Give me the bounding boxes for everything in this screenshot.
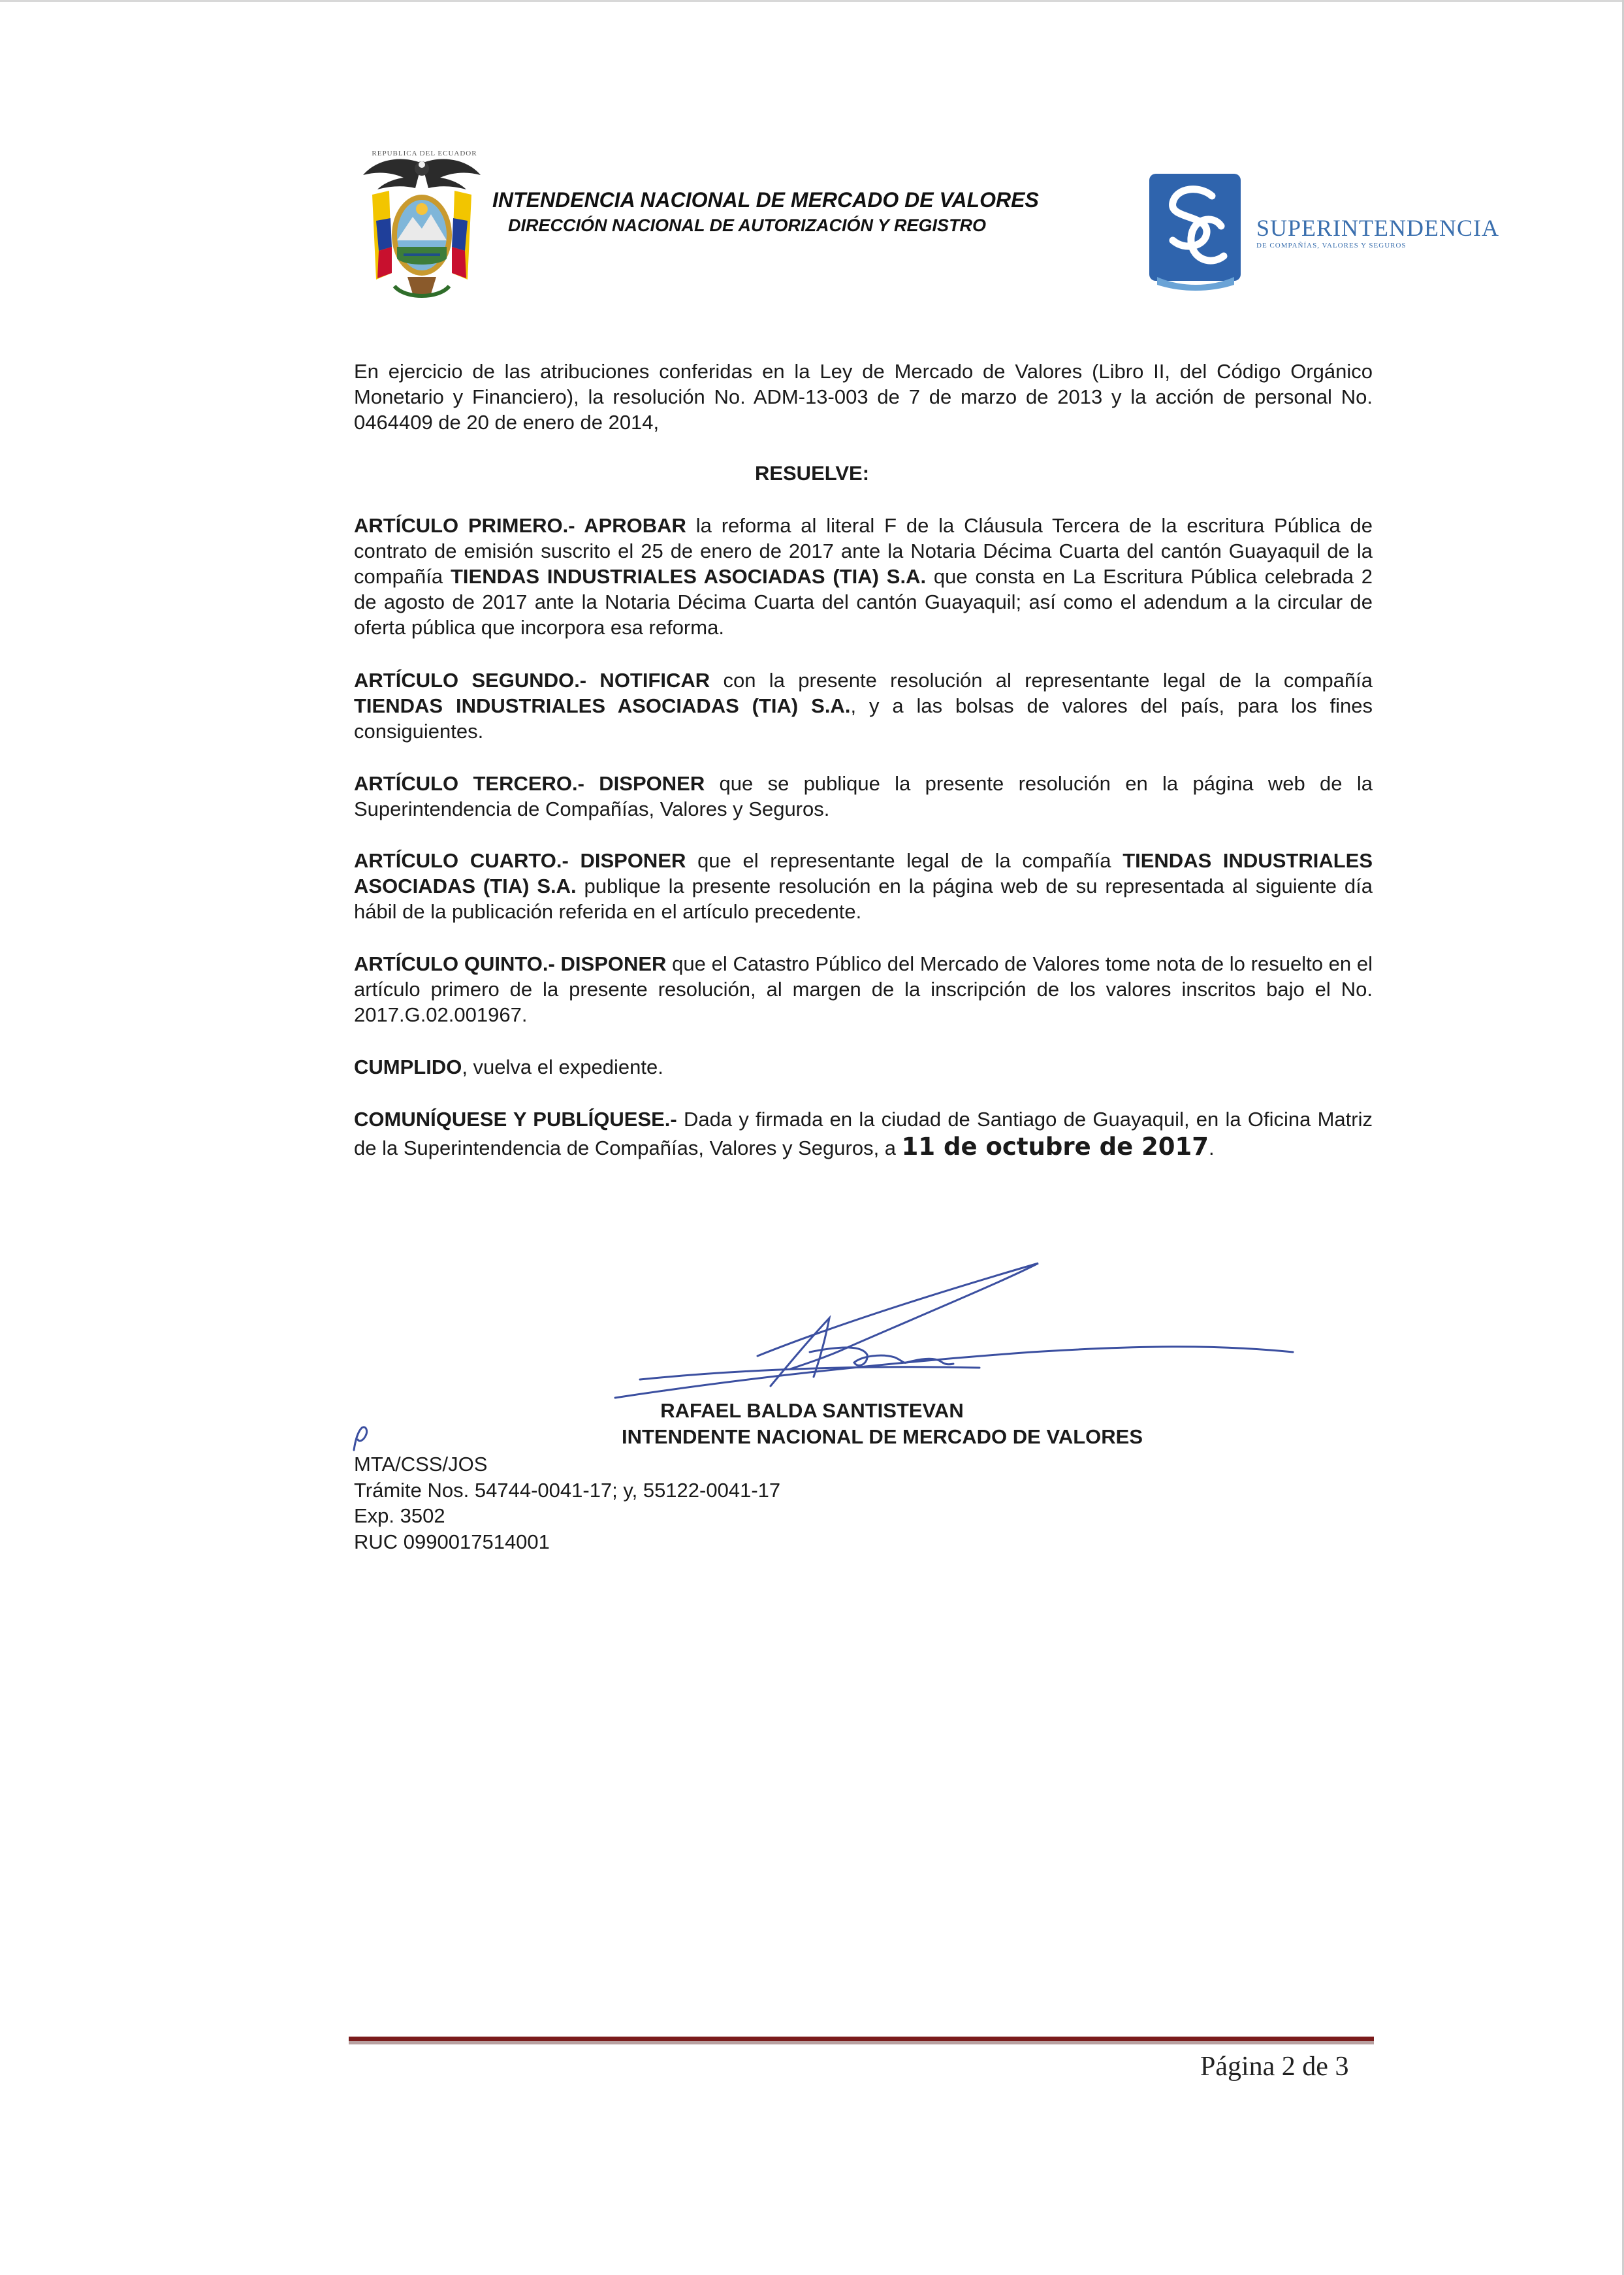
- article-segundo: [354, 668, 1373, 744]
- article-quinto-heading: ARTÍCULO QUINTO.- DISPONER: [354, 952, 667, 975]
- article-segundo-company: TIENDAS INDUSTRIALES ASOCIADAS (TIA) S.A.: [354, 694, 851, 717]
- article-primero-heading: ARTÍCULO PRIMERO.- APROBAR: [354, 514, 686, 537]
- resuelve-heading: RESUELVE:: [754, 462, 870, 485]
- article-tercero-text: que se publique la presente resolución en la página web de la Superintendencia de Compañías, Valores y Seguros.: [354, 772, 1373, 820]
- handwritten-initial-mark: [350, 1421, 376, 1454]
- intro-paragraph: En ejercicio de las atribuciones conferidas en la Ley de Mercado de Valores (Libro II, del Código Orgánico Monetario y Financiero), la resolución No. ADM-13-003 de 7 de marzo de 2013 y la acción de personal No. 0464409 de 20 de enero de 2014,: [354, 360, 1373, 434]
- superintendencia-logo-icon: [1148, 172, 1242, 291]
- article-primero-text-2: que consta en La Escritura Pública celebrada 2 de agosto de 2017 ante la Notaria Décima Cuarta del cantón Guayaquil; así como el adendum a la circular de oferta pública que incorpora esa reforma.: [354, 565, 1373, 639]
- closing-end: .: [1209, 1137, 1215, 1159]
- signatory-name: RAFAEL BALDA SANTISTEVAN: [660, 1399, 964, 1422]
- cumplido-line: [354, 1054, 1373, 1080]
- superintendencia-wordmark: SUPERINTENDENCIA: [1256, 215, 1499, 241]
- article-primero-company: TIENDAS INDUSTRIALES ASOCIADAS (TIA) S.A.: [450, 565, 927, 588]
- footer-rule: [349, 2037, 1374, 2041]
- reference-tramite: Trámite Nos. 54744-0041-17; y, 55122-0041-17: [354, 1479, 781, 1502]
- article-cuarto-company: TIENDAS INDUSTRIALES ASOCIADAS (TIA) S.A.: [354, 849, 1373, 897]
- header-title: INTENDENCIA NACIONAL DE MERCADO DE VALORES: [492, 188, 1039, 212]
- seal-caption: REPUBLICA DEL ECUADOR: [372, 150, 477, 157]
- article-cuarto: [354, 848, 1373, 924]
- article-primero: [354, 513, 1373, 640]
- signatory-role: INTENDENTE NACIONAL DE MERCADO DE VALORES: [622, 1425, 1143, 1448]
- header-subtitle: DIRECCIÓN NACIONAL DE AUTORIZACIÓN Y REGISTRO: [508, 216, 987, 235]
- closing-heading: COMUNÍQUESE Y PUBLÍQUESE.-: [354, 1108, 677, 1131]
- article-primero-text-1: la reforma al literal F de la Cláusula Tercera de la escritura Pública de contrato de emisión suscrito el 25 de enero de 2017 ante la Notaria Décima Cuarta del cantón Guayaquil de la compañía: [354, 514, 1373, 588]
- handwritten-signature: [614, 1248, 1306, 1404]
- reference-ruc: RUC 0990017514001: [354, 1530, 550, 1553]
- article-quinto: [354, 951, 1373, 1027]
- ecuador-coat-of-arms-icon: [358, 149, 486, 306]
- article-cuarto-text-1: que el representante legal de la compañía: [686, 849, 1123, 872]
- closing-date: 11 de octubre de 2017: [901, 1133, 1209, 1161]
- reference-expediente: Exp. 3502: [354, 1504, 445, 1527]
- cumplido-text: , vuelva el expediente.: [462, 1056, 663, 1078]
- article-segundo-text-2: , y a las bolsas de valores del país, para los fines consiguientes.: [354, 694, 1373, 743]
- closing-text: Dada y firmada en la ciudad de Santiago de Guayaquil, en la Oficina Matriz de la Superintendencia de Compañías, Valores y Seguros, a: [354, 1108, 1373, 1159]
- article-cuarto-heading: ARTÍCULO CUARTO.- DISPONER: [354, 849, 686, 872]
- closing-paragraph: [354, 1106, 1373, 1162]
- footer-rule-shadow: [349, 2041, 1374, 2044]
- page-number: Página 2 de 3: [1200, 2052, 1349, 2082]
- page-top-edge: [0, 0, 1624, 2]
- cumplido-heading: CUMPLIDO: [354, 1056, 462, 1078]
- article-tercero-heading: ARTÍCULO TERCERO.- DISPONER: [354, 772, 705, 795]
- article-tercero: [354, 771, 1373, 822]
- superintendencia-wordmark-sub: DE COMPAÑÍAS, VALORES Y SEGUROS: [1256, 242, 1407, 250]
- article-segundo-heading: ARTÍCULO SEGUNDO.- NOTIFICAR: [354, 669, 710, 692]
- article-segundo-text-1: con la presente resolución al representante legal de la compañía: [710, 669, 1373, 692]
- article-cuarto-text-2: publique la presente resolución en la página web de su representada al siguiente día hábil de la publicación referida en el artículo precedente.: [354, 875, 1373, 923]
- article-quinto-text: que el Catastro Público del Mercado de Valores tome nota de lo resuelto en el artículo primero de la presente resolución, al margen de la inscripción de los valores inscritos bajo el No. 2017.G.02.001967.: [354, 952, 1373, 1026]
- reference-initials: MTA/CSS/JOS: [354, 1453, 488, 1476]
